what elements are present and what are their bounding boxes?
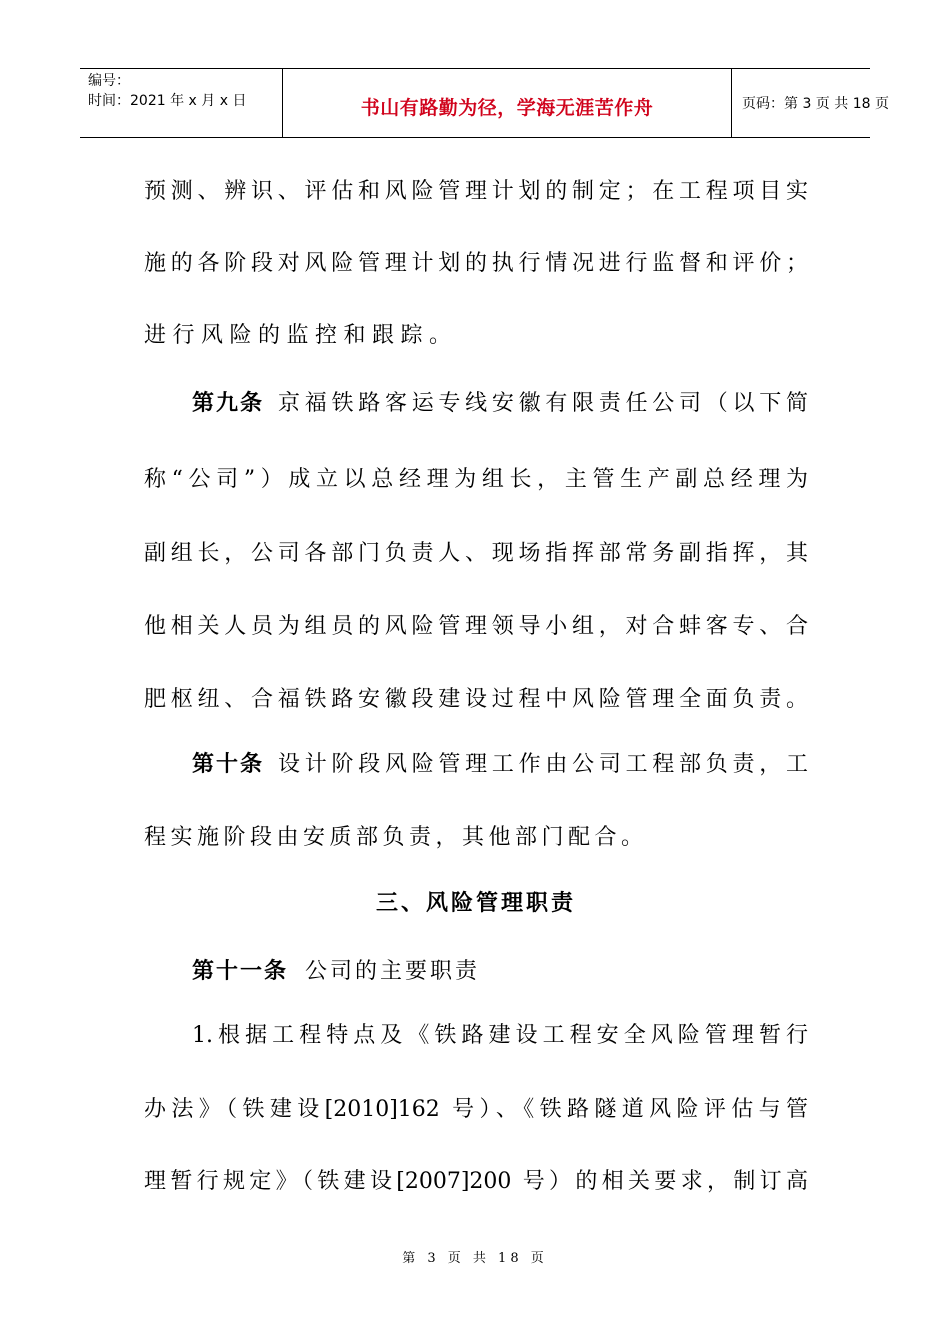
article-10-first-line — [192, 747, 808, 778]
body-line: 办法》（铁建设[2010]162 号）、《铁路隧道风险评估与管 — [144, 1097, 808, 1122]
body-line: 进行风险的监控和跟踪。 — [144, 323, 458, 348]
page-header — [80, 68, 889, 138]
body-line: 施的各阶段对风险管理计划的执行情况进行监督和评价； — [144, 251, 808, 276]
article-11-text: 公司的主要职责 — [305, 959, 481, 984]
article-10-text: 设计阶段风险管理工作由公司工程部负责，工 — [278, 752, 808, 777]
body-line: 肥枢纽、合福铁路安徽段建设过程中风险管理全面负责。 — [144, 687, 808, 712]
header-right-cell — [732, 69, 889, 137]
header-left-cell — [80, 69, 283, 137]
header-page-label: 页码：第 3 页 共 18 页 — [742, 96, 889, 112]
body-line: 理暂行规定》（铁建设[2007]200 号）的相关要求，制订高 — [144, 1169, 808, 1194]
article-11-title: 第十一条 — [192, 958, 289, 984]
item-1-first-line: 1.根据工程特点及《铁路建设工程安全风险管理暂行 — [192, 1023, 808, 1048]
article-9-text: 京福铁路客运专线安徽有限责任公司（以下简 — [278, 391, 808, 416]
article-10-title: 第十条 — [192, 751, 265, 777]
body-line: 程实施阶段由安质部负责，其他部门配合。 — [144, 825, 648, 850]
body-line: 副组长，公司各部门负责人、现场指挥部常务副指挥，其 — [144, 541, 808, 566]
header-middle-cell — [283, 69, 732, 137]
header-motto: 书山有路勤为径，学海无涯苦作舟 — [360, 97, 654, 119]
body-line: 预测、辨识、评估和风险管理计划的制定；在工程项目实 — [144, 179, 808, 204]
body-line: 他相关人员为组员的风险管理领导小组，对合蚌客专、合 — [144, 614, 808, 639]
document-number-label: 编号： — [88, 73, 130, 89]
body-line: 称“公司”）成立以总经理为组长，主管生产副总经理为 — [144, 467, 808, 492]
article-11-line — [192, 954, 480, 985]
page-footer: 第 3 页 共 18 页 — [402, 1251, 548, 1266]
article-9-first-line — [192, 386, 808, 417]
document-date-label: 时间：2021 年 x 月 x 日 — [88, 93, 247, 109]
section-heading: 三、风险管理职责 — [375, 890, 576, 916]
article-9-title: 第九条 — [192, 390, 265, 416]
